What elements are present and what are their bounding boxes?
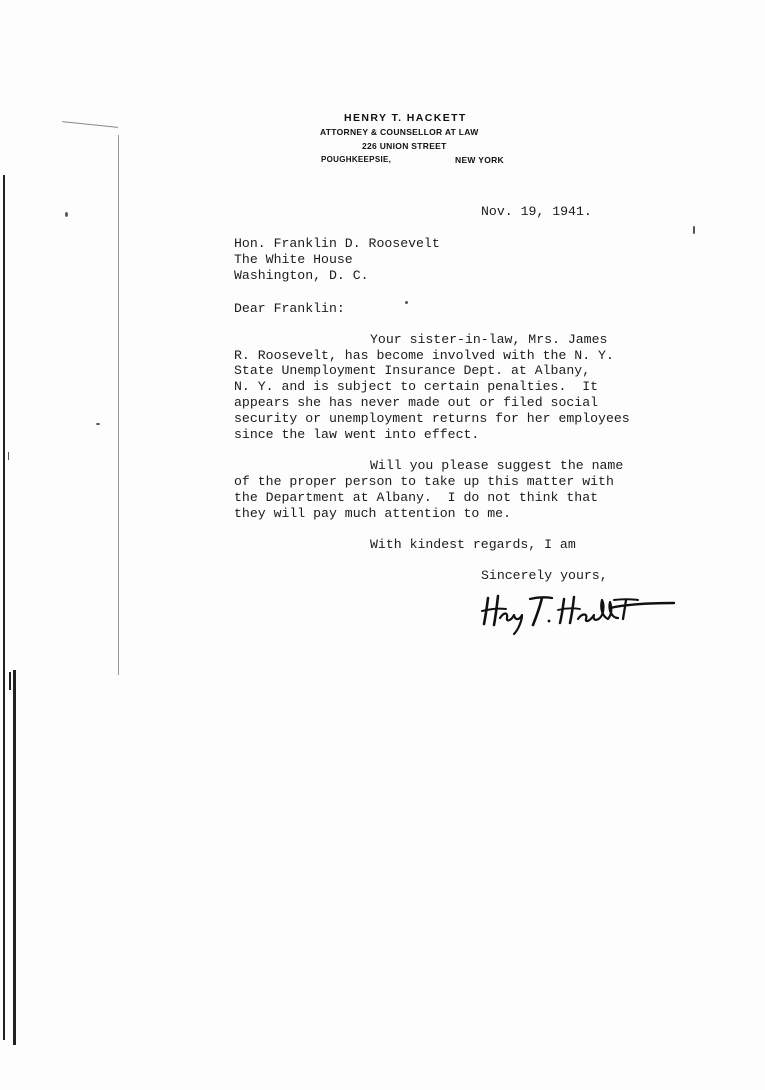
paragraph-2-line: the Department at Albany. I do not think that [234,490,599,505]
paragraph-2-line: they will pay much attention to me. [234,506,511,521]
paragraph-1-line: since the law went into effect. [234,427,480,442]
letterhead-street: 226 UNION STREET [362,141,447,151]
valediction: Sincerely yours, [481,568,608,583]
letterhead-state: NEW YORK [455,155,504,165]
letterhead-name: HENRY T. HACKETT [344,112,467,124]
scan-edge-line-thick [13,670,16,1045]
paragraph-1-line: R. Roosevelt, has become involved with the N. Y. [234,348,614,363]
paragraph-1-line: State Unemployment Insurance Dept. at Albany, [234,363,591,378]
scan-fold-line [118,135,119,675]
signature-image [478,588,678,638]
speck [405,301,408,304]
paragraph-2-line: Will you please suggest the name [370,458,624,473]
salutation: Dear Franklin: [234,301,345,316]
letter-date: Nov. 19, 1941. [481,204,592,219]
closing-regards: With kindest regards, I am [370,537,576,552]
paragraph-1-line: appears she has never made out or filed social [234,395,599,410]
paragraph-1-line: security or unemployment returns for her employees [234,411,630,426]
recipient-line: The White House [234,252,353,267]
letterhead-city: POUGHKEEPSIE, [321,155,392,164]
speck [96,423,100,425]
scan-edge-line-short [9,672,11,690]
speck [8,452,9,460]
recipient-line: Washington, D. C. [234,268,369,283]
scan-edge-line [3,175,5,1040]
paragraph-1-line: Your sister-in-law, Mrs. James [370,332,608,347]
speck [693,226,695,234]
recipient-line: Hon. Franklin D. Roosevelt [234,236,440,251]
scan-fold-mark [62,121,118,128]
speck [65,212,68,217]
paragraph-1-line: N. Y. and is subject to certain penalties. It [234,379,599,394]
paragraph-2-line: of the proper person to take up this matter with [234,474,614,489]
letterhead-title: ATTORNEY & COUNSELLOR AT LAW [320,127,479,137]
